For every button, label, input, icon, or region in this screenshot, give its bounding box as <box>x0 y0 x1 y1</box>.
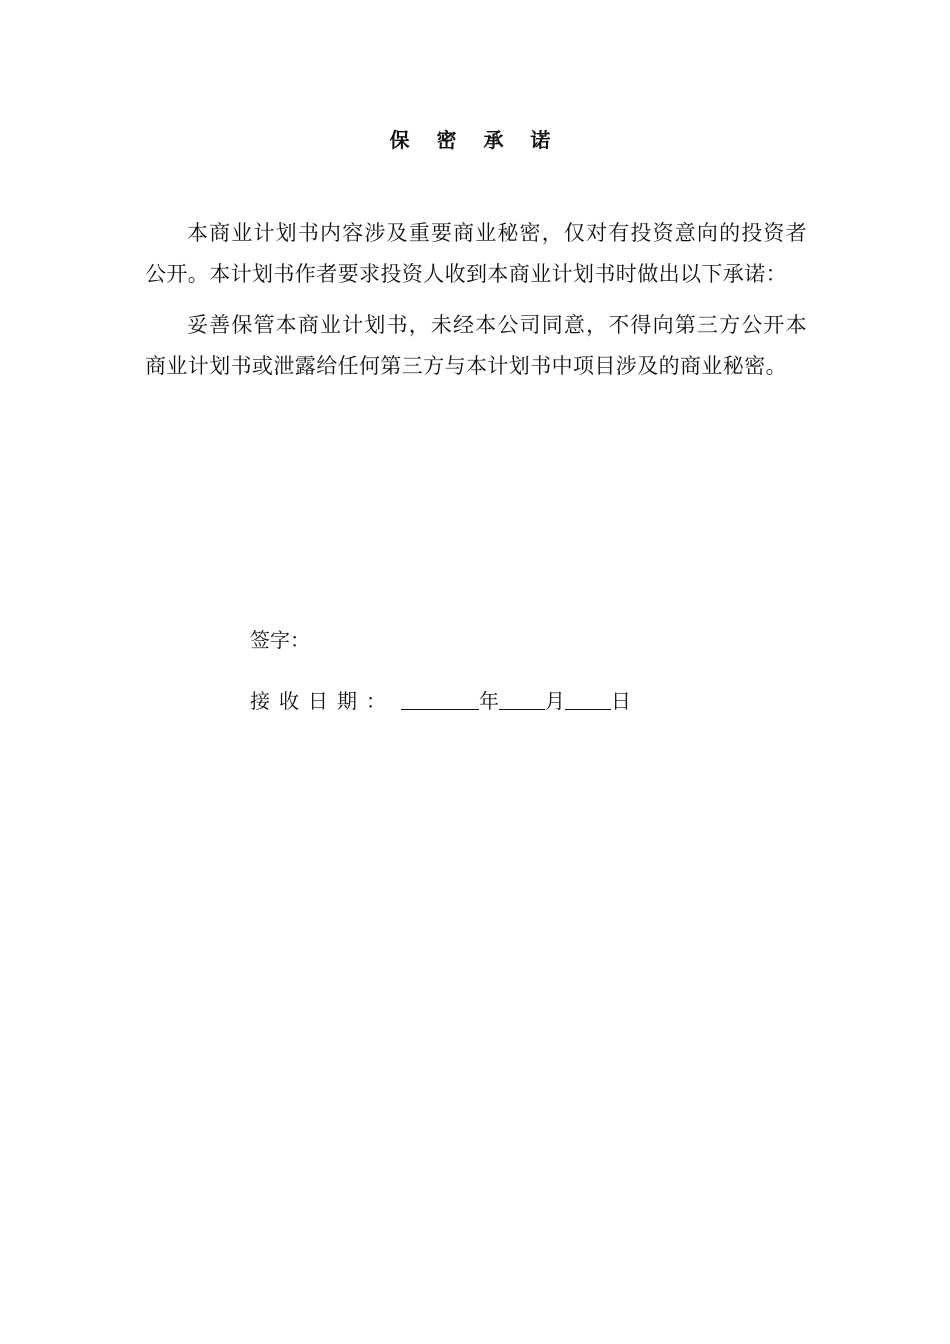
paragraph-commitment: 妥善保管本商业计划书，未经本公司同意，不得向第三方公开本商业计划书或泄露给任何第三方与本计划书中项目涉及的商业秘密。 <box>145 313 807 378</box>
date-label: 接收日期： <box>250 689 395 713</box>
month-blank <box>499 687 545 710</box>
day-label: 日 <box>611 689 631 713</box>
date-line <box>250 685 631 717</box>
day-blank <box>565 687 611 710</box>
signature-block <box>250 624 631 717</box>
month-label: 月 <box>545 689 565 713</box>
year-label: 年 <box>479 689 499 713</box>
year-blank <box>401 687 479 710</box>
signature-line <box>250 624 631 656</box>
page-title: 保 密 承 诺 <box>389 128 561 152</box>
document-body <box>145 213 807 397</box>
paragraph-intro: 本商业计划书内容涉及重要商业秘密，仅对有投资意向的投资者公开。本计划书作者要求投资人收到本商业计划书时做出以下承诺： <box>145 221 807 286</box>
signature-label: 签字： <box>250 628 310 652</box>
